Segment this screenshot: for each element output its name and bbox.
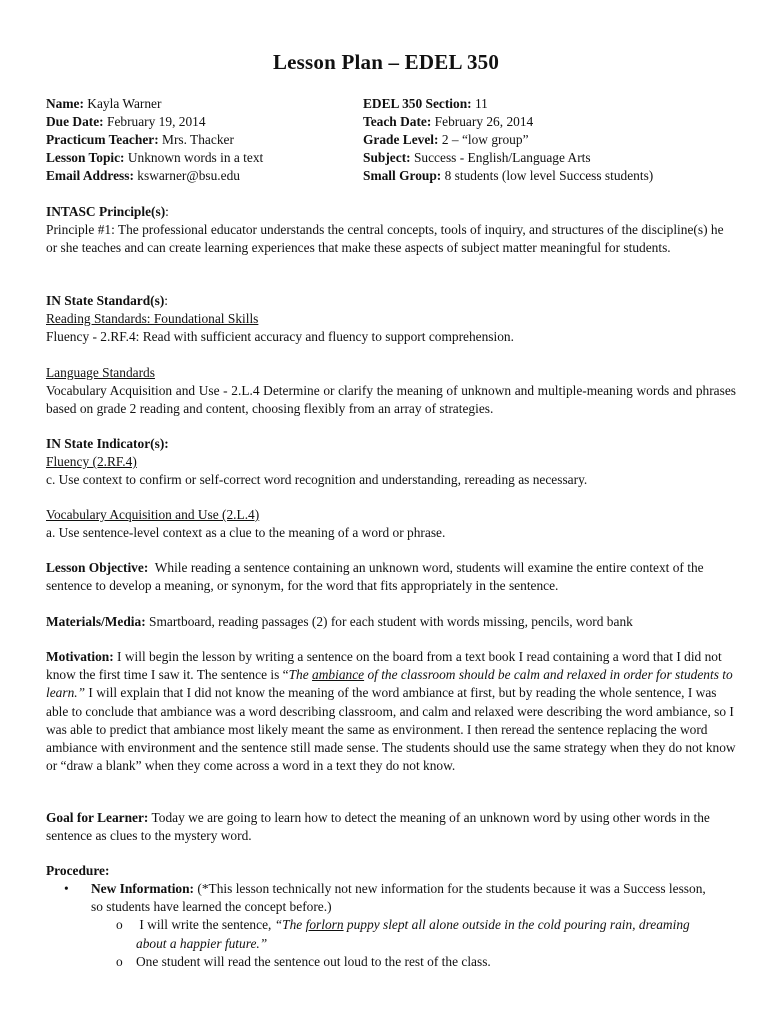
- header-right: [363, 95, 653, 185]
- procedure-subitem-1: I will write the sentence, “The forlorn puppy slept all alone outside in the cold pouring rain, dreaming about a happier future.”: [136, 917, 690, 951]
- procedure-list: [46, 880, 736, 971]
- vocabulary-indicator: [46, 506, 736, 542]
- motivation-section: Motivation: I will begin the lesson by writing a sentence on the board from a text book I read containing a word that I did not know the first time I saw it. The sentence is “The ambiance of the classroom should be calm and relaxed in order for students to learn.” I will explain that I did not know the meaning of the word ambiance at first, but by reading the whole sentence, I was able to conclude that ambiance was a word describing classroom, and calm and relaxed were describing the word ambiance, so I was able to predict that ambiance most likely meant the same as environment. I then reread the sentence replacing the word ambiance with environment and the sentence still made sense. The students should use the same strategy when they do not know or “draw a blank” when they come across a word in a text they do not know.: [46, 649, 736, 774]
- standards-subheading-language: Language Standards: [46, 365, 155, 380]
- motivation-text-b: I will explain that I did not know the meaning of the word ambiance at first, but by reading the whole sentence, I was able to conclude that ambiance was a word describing classroom, and calm and relaxed were describing the word ambiance, so I was able to predict that ambiance most likely meant the same as environment. I then reread the sentence replacing the word ambiance with environment and the sentence still made sense. The students should use the same strategy when they do not know or “draw a blank” when they come across a word in a text they do not know.: [46, 685, 736, 774]
- header-name: Name: Kayla Warner: [46, 96, 162, 111]
- goal-label: Goal for Learner:: [46, 810, 149, 825]
- indicators-subheading-vocabulary: Vocabulary Acquisition and Use (2.L.4): [46, 507, 260, 522]
- sub-bullet-icon: o: [116, 954, 123, 969]
- procedure-section: [46, 862, 736, 880]
- new-information-item: New Information: (*This lesson technically not new information for the students because it was a Success lesson, so students have learned the concept before.): [91, 881, 706, 915]
- standards-heading: IN State Standard(s):: [46, 293, 169, 308]
- standards-text-vocabulary: Vocabulary Acquisition and Use - 2.L.4 Determine or clarify the meaning of unknown and multiple-meaning words and phrases based on grade 2 reading and content, choosing flexibly from an array of strategies.: [46, 383, 736, 417]
- indicators-subheading-fluency: Fluency (2.RF.4): [46, 454, 137, 470]
- indicators-text-fluency: c. Use context to confirm or self-correct word recognition and understanding, rereading as necessary.: [46, 472, 588, 488]
- intasc-text: Principle #1: The professional educator understands the central concepts, tools of inquiry, and structures of the discipline(s) he or she teaches and can create learning experiences that make these aspects of subject matter meaningful for students.: [46, 222, 724, 256]
- objective-label: Lesson Objective:: [46, 560, 149, 575]
- header-small-group: Small Group: 8 students (low level Success students): [363, 168, 654, 183]
- procedure-heading: Procedure:: [46, 863, 110, 878]
- header-section: EDEL 350 Section: 11: [363, 96, 488, 111]
- motivation-label: Motivation:: [46, 649, 114, 664]
- indicators-heading: IN State Indicator(s):: [46, 436, 169, 451]
- bullet-icon: •: [64, 881, 69, 896]
- sub-bullet-icon: o: [116, 917, 123, 932]
- vocab-word-ambiance: ambiance: [312, 667, 365, 683]
- vocab-word-forlorn: forlorn: [305, 917, 344, 933]
- materials-label: Materials/Media:: [46, 614, 146, 629]
- materials-section: [46, 613, 736, 631]
- header-email: Email Address: kswarner@bsu.edu: [46, 168, 240, 183]
- header-lesson-topic: Lesson Topic: Unknown words in a text: [46, 150, 264, 165]
- header-subject: Subject: Success - English/Language Arts: [363, 150, 591, 165]
- materials-text: Smartboard, reading passages (2) for each student with words missing, pencils, word bank: [149, 614, 633, 629]
- standards-subheading-reading: Reading Standards: Foundational Skills: [46, 311, 259, 327]
- header-grade-level: Grade Level: 2 – “low group”: [363, 132, 529, 147]
- motivation-text-a: I will begin the lesson by writing a sentence on the board from a text book I read containing a word that I did not know the first time I saw it. The sentence is “: [46, 649, 722, 683]
- standards-text-fluency: Fluency - 2.RF.4: Read with sufficient accuracy and fluency to support comprehension.: [46, 329, 514, 345]
- procedure-subitem-2: One student will read the sentence out loud to the rest of the class.: [136, 953, 491, 969]
- objective-text: While reading a sentence containing an unknown word, students will examine the entire context of the sentence to develop a meaning, or synonym, for the word that fits appropriately in the sentence.: [46, 560, 704, 594]
- goal-section: [46, 809, 736, 845]
- standards-section: [46, 292, 736, 347]
- objective-section: [46, 559, 736, 595]
- header-due-date: Due Date: February 19, 2014: [46, 114, 206, 129]
- header-left: [46, 95, 263, 185]
- indicators-section: [46, 435, 736, 490]
- page-title: Lesson Plan – EDEL 350: [272, 50, 500, 74]
- header-practicum-teacher: Practicum Teacher: Mrs. Thacker: [46, 132, 234, 147]
- intasc-heading: INTASC Principle(s):: [46, 204, 169, 219]
- goal-text: Today we are going to learn how to detect the meaning of an unknown word by using other words in the sentence as clues to the mystery word.: [46, 810, 710, 844]
- header-teach-date: Teach Date: February 26, 2014: [363, 114, 534, 129]
- indicators-text-vocabulary: a. Use sentence-level context as a clue to the meaning of a word or phrase.: [46, 525, 446, 541]
- intasc-section: [46, 203, 736, 258]
- language-standards: [46, 364, 736, 419]
